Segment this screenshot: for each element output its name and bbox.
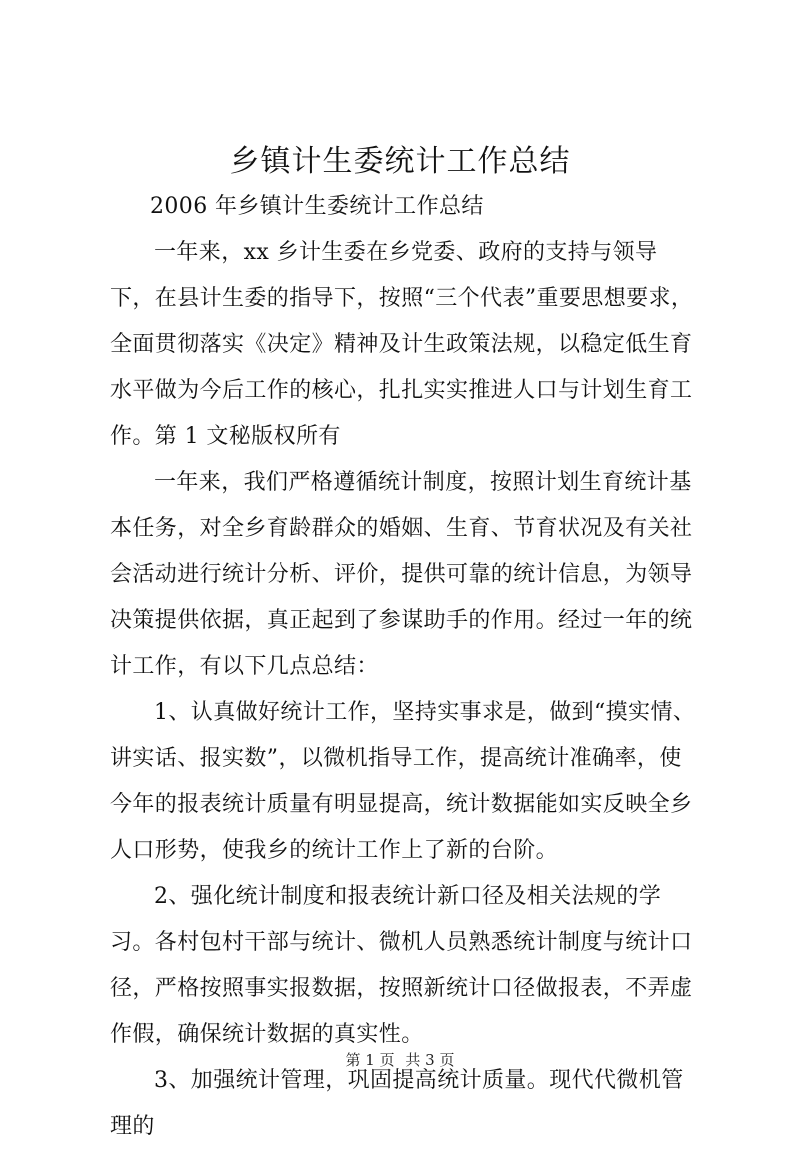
- paragraph-intro: 一年来，xx 乡计生委在乡党委、政府的支持与领导下，在县计生委的指导下，按照“三个代表”重要思想要求，全面贯彻落实《决定》精神及计生政策法规，以稳定低生育水平做为今后工作的核心，扎扎实实推进人口与计划生育工作。第 1 文秘版权所有: [110, 240, 694, 449]
- document-title: 乡镇计生委统计工作总结: [229, 144, 571, 179]
- paragraph-overview: 一年来，我们严格遵循统计制度，按照计划生育统计基本任务，对全乡育龄群众的婚姻、生育、节育状况及有关社会活动进行统计分析、评价，提供可靠的统计信息，为领导决策提供依据，真正起到了参谋助手的作用。经过一年的统计工作，有以下几点总结：: [110, 470, 693, 679]
- page-footer: [0, 1050, 800, 1070]
- page-total: 共 3 页: [405, 1051, 455, 1069]
- paragraph-point-2: 2、强化统计制度和报表统计新口径及相关法规的学习。各村包村干部与统计、微机人员熟悉统计制度与统计口径，严格按照事实报数据，按照新统计口径做报表，不弄虚作假，确保统计数据的真实性。: [110, 884, 693, 1047]
- page-number: 第 1 页: [345, 1051, 395, 1069]
- document-body: [110, 184, 700, 1150]
- paragraph-point-3: 3、加强统计管理，巩固提高统计质量。现代代微机管理的: [110, 1068, 684, 1139]
- document-subtitle: 2006 年乡镇计生委统计工作总结: [150, 194, 484, 219]
- paragraph-point-1: 1、认真做好统计工作，坚持实事求是，做到“摸实情、讲实话、报实数”，以微机指导工作，提高统计准确率，使今年的报表统计质量有明显提高，统计数据能如实反映全乡人口形势，使我乡的统计工作上了新的台阶。: [110, 700, 696, 863]
